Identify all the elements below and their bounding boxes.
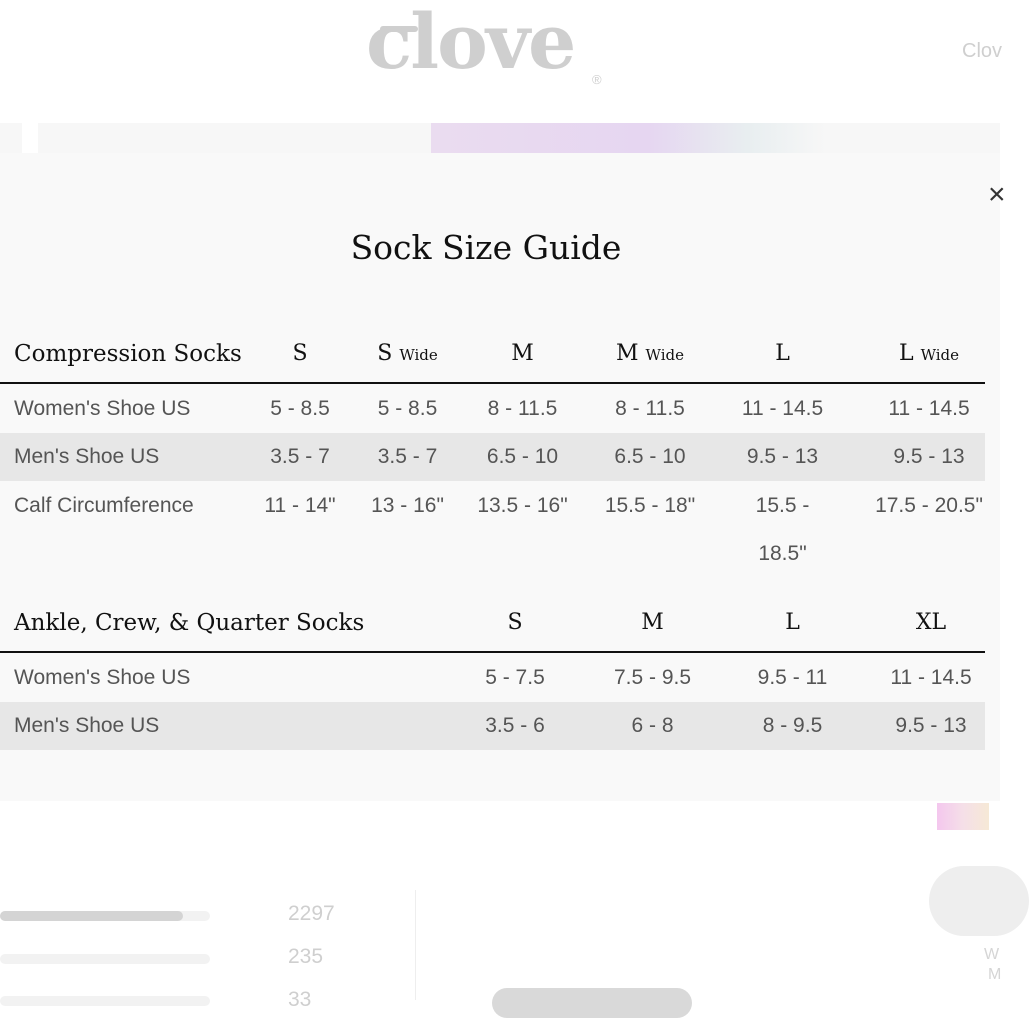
rating-count: 235 [288,945,324,968]
row-label-womens: Women's Shoe US [14,666,191,689]
col-header-s: S [292,341,308,366]
section-divider [415,890,416,1000]
rating-bar-track [0,996,210,1006]
table-cell: 11 - 14.5 [741,397,824,420]
color-swatch[interactable] [937,803,989,830]
table-cell: 5 - 8.5 [377,397,438,420]
filter-button[interactable] [492,988,692,1018]
table-header-rule [0,651,985,653]
table-cell: 17.5 - 20.5" [875,494,983,517]
col-header-m: M [511,341,534,366]
table-cell: 5 - 7.5 [485,666,545,689]
hero-image-left [22,123,38,153]
table-cell: 13.5 - 16" [477,494,568,517]
nav-link-peek[interactable]: Clov [962,40,1003,62]
table-cell: 3.5 - 7 [377,445,438,468]
close-icon[interactable]: × [988,178,1006,211]
col-header-xl: XL [915,610,947,635]
compression-table-label: Compression Socks [14,341,242,367]
rating-count: 2297 [288,902,335,925]
rating-bar-fill [0,911,183,921]
hero-image [431,123,826,153]
table-cell: 11 - 14.5 [888,397,970,420]
row-label-mens: Men's Shoe US [14,445,160,468]
table-cell: 15.5 - 18" [604,494,696,517]
table-cell: 3.5 - 6 [485,714,545,737]
site-header [0,0,1003,123]
row-label-womens: Women's Shoe US [14,397,191,420]
modal-title: Sock Size Guide [350,228,622,267]
table-cell: 9.5 - 11 [757,666,828,689]
registered-mark: ® [592,72,602,87]
col-header-l-wide: L Wide [898,341,960,366]
table-cell: 8 - 11.5 [615,397,685,420]
col-header-l: L [775,341,790,366]
table-cell: 13 - 16" [371,494,444,517]
table-cell: 3.5 - 7 [270,445,330,468]
row-label-calf: Calf Circumference [14,494,194,517]
row-label-mens: Men's Shoe US [14,714,160,737]
table-cell: 5 - 8.5 [270,397,330,420]
write-review-button[interactable] [929,866,1029,936]
table-header-rule [0,382,985,384]
table-cell: 9.5 - 13 [895,714,967,737]
rating-count: 33 [288,988,312,1011]
rating-bar-track [0,954,210,964]
col-header-m: M [641,610,664,635]
table-cell: 6 - 8 [631,714,674,737]
table-cell: 8 - 11.5 [487,397,558,420]
ankle-table-label: Ankle, Crew, & Quarter Socks [14,610,365,636]
clove-logo[interactable]: clove [366,0,575,86]
table-cell: 9.5 - 13 [746,445,819,468]
col-header-l: L [785,610,800,635]
table-cell: 9.5 - 13 [893,445,965,468]
col-header-s: S [507,610,523,635]
table-cell: 11 - 14.5 [890,666,972,689]
table-cell: 7.5 - 9.5 [613,666,692,689]
col-header-s-wide: S Wide [377,341,438,366]
table-cell: 11 - 14" [264,494,336,517]
peek-text: W [984,946,1000,963]
table-cell: 6.5 - 10 [486,445,559,468]
table-cell: 15.5 - 18.5" [755,494,810,565]
table-cell: 8 - 9.5 [762,714,823,737]
col-header-m-wide: M Wide [616,341,684,366]
table-cell: 6.5 - 10 [614,445,686,468]
peek-text: M [988,966,1002,983]
